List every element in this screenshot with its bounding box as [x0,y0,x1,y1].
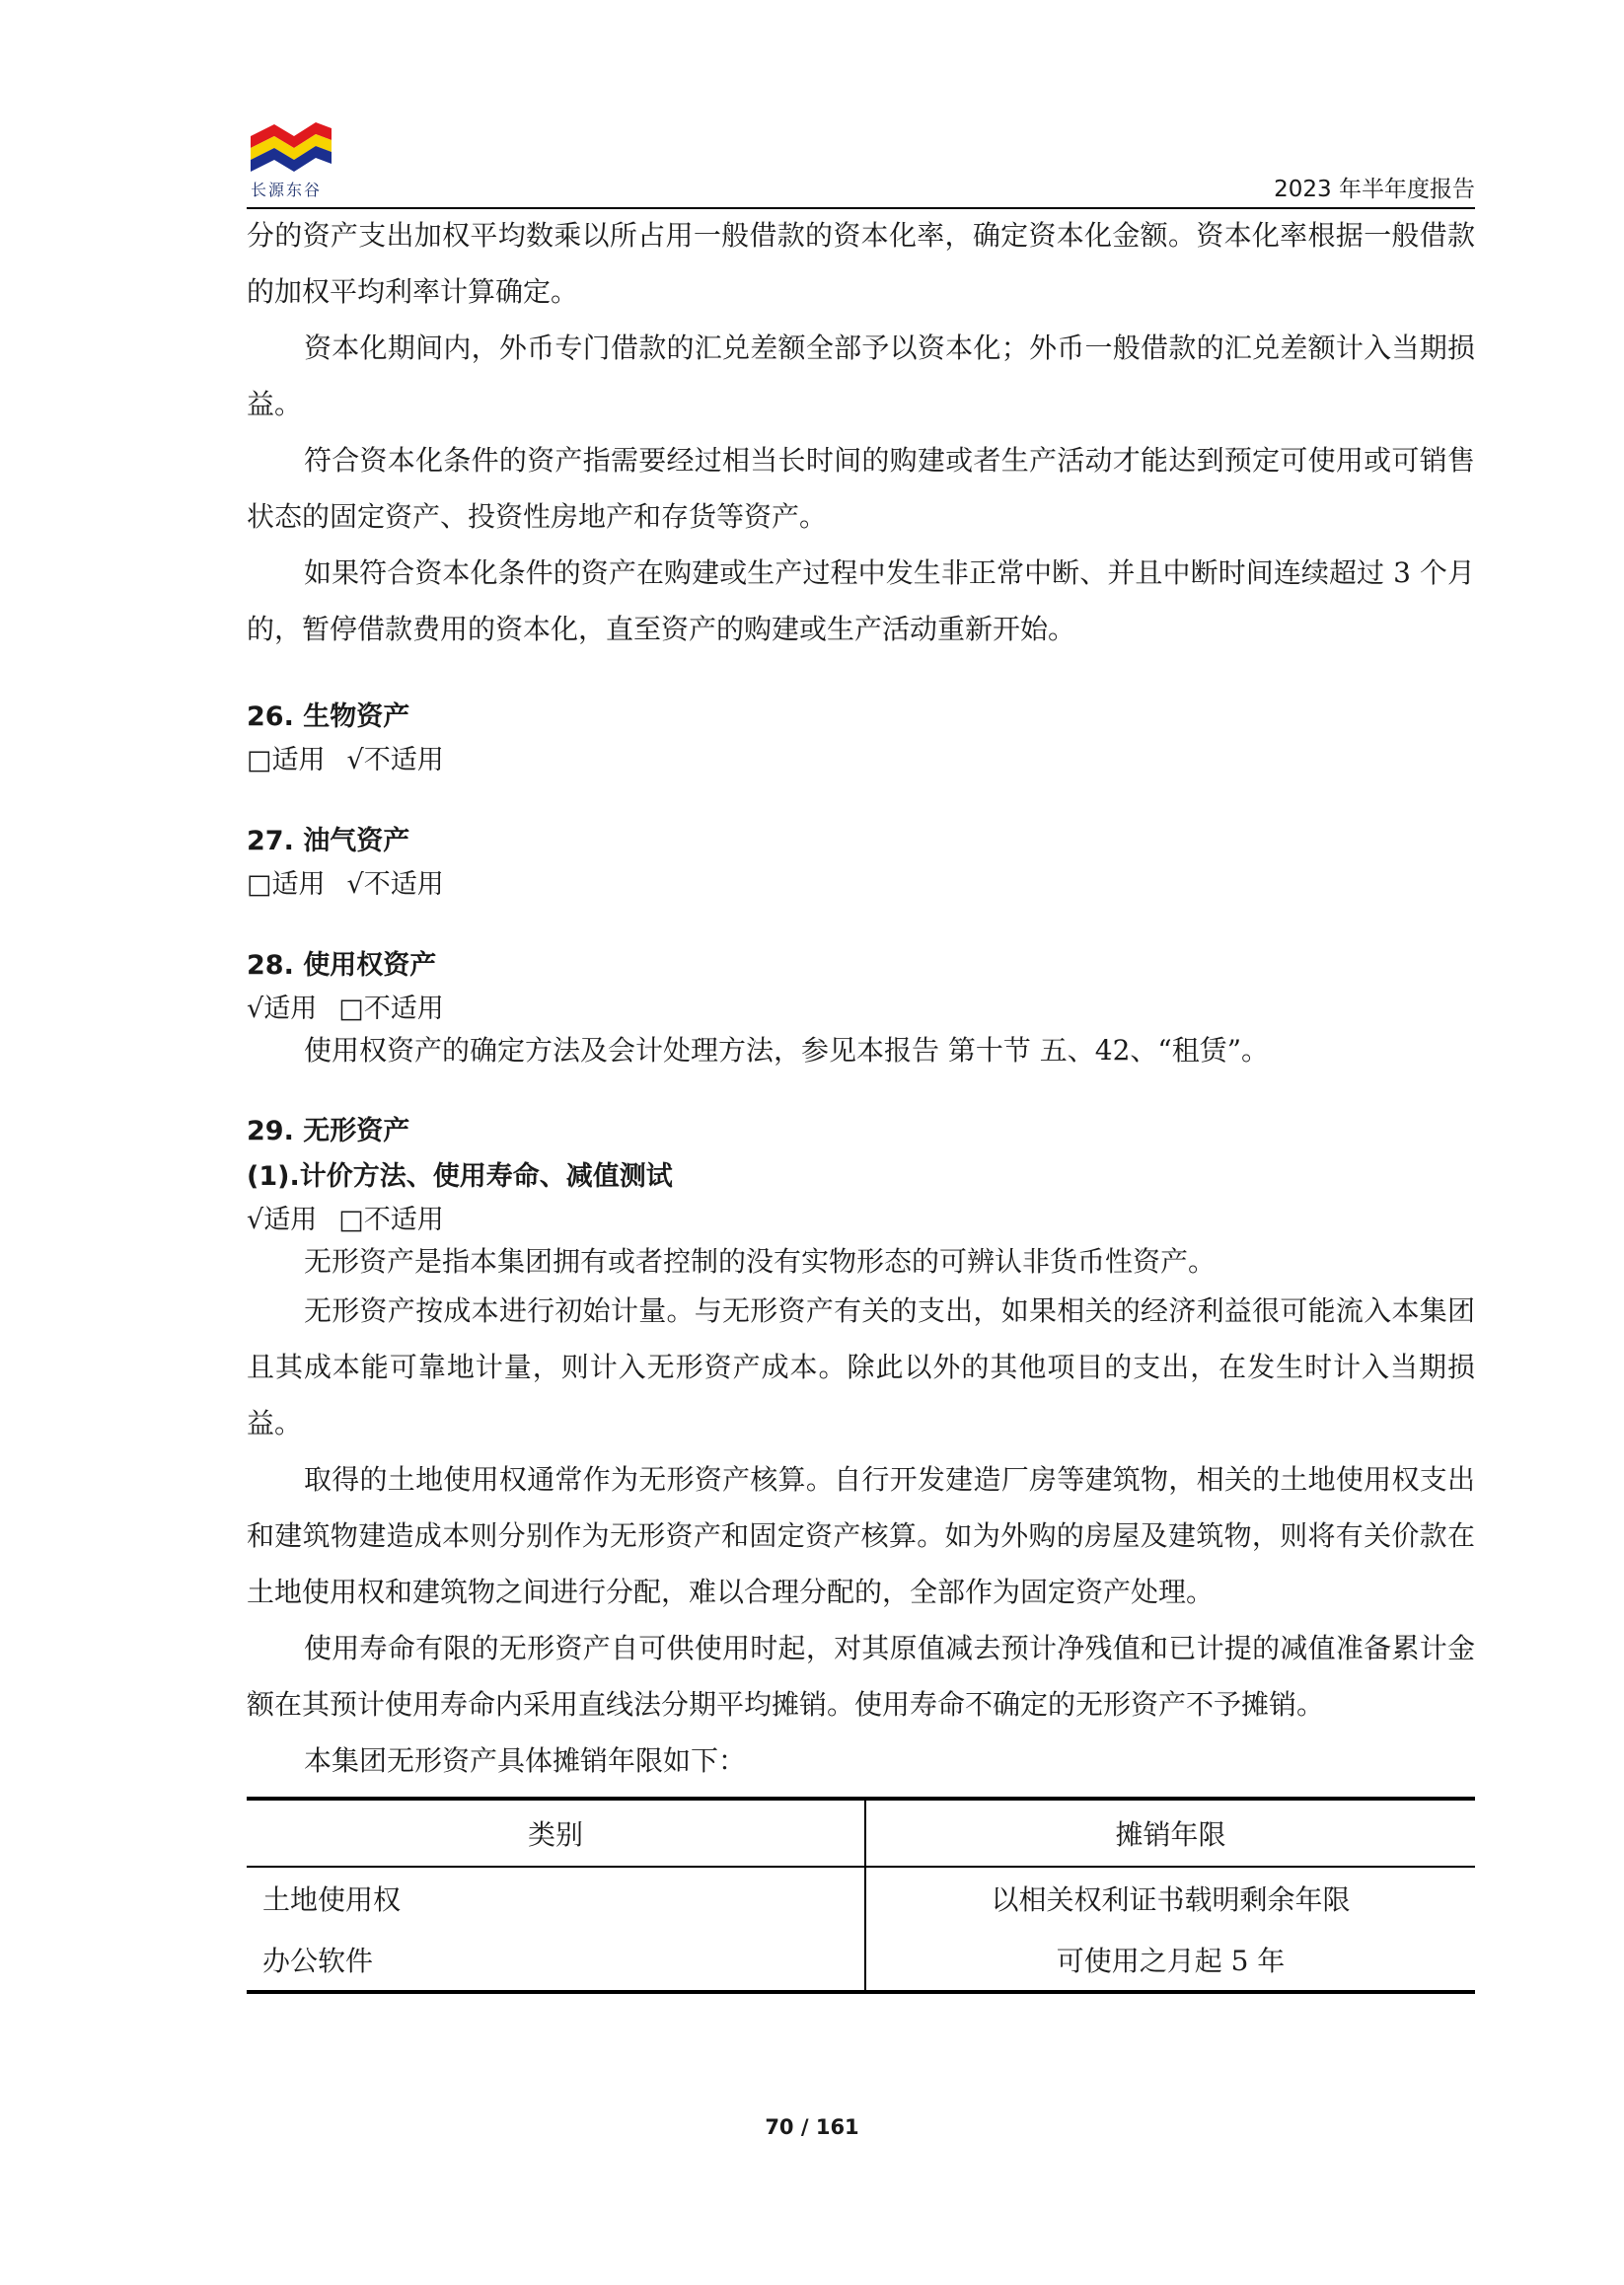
paragraph: 无形资产是指本集团拥有或者控制的没有实物形态的可辨认非货币性资产。 [304,1245,1217,1278]
logo-text: 长源东谷 [251,181,323,199]
applicability-options [247,864,1475,906]
applicability-options [247,989,1475,1030]
paragraph: 资本化期间内，外币专门借款的汇兑差额全部予以资本化；外币一般借款的汇兑差额计入当期损益。 [247,332,1475,420]
report-title: 2023 年半年度报告 [1274,177,1475,202]
company-logo-icon [247,116,335,176]
paragraph: 使用寿命有限的无形资产自可供使用时起，对其原值减去预计净残值和已计提的减值准备累计金额在其预计使用寿命内采用直线法分期平均摊销。使用寿命不确定的无形资产不予摊销。 [247,1632,1475,1721]
option-applicable: √适用 [247,994,318,1024]
paragraph: 如果符合资本化条件的资产在购建或生产过程中发生非正常中断、并且中断时间连续超过 3 个月的，暂停借款费用的资本化，直至资产的购建或生产活动重新开始。 [247,556,1475,645]
column-header: 类别 [247,1799,865,1867]
document-body [247,207,1475,1994]
column-header: 摊销年限 [865,1799,1475,1867]
subsection-heading: (1).计价方法、使用寿命、减值测试 [247,1161,673,1192]
paragraph: 无形资产按成本进行初始计量。与无形资产有关的支出，如果相关的经济利益很可能流入本集团且其成本能可靠地计量，则计入无形资产成本。除此以外的其他项目的支出，在发生时计入当期损益。 [247,1294,1475,1439]
table-row [247,1929,1475,1992]
section-heading-28: 28. 使用权资产 [247,950,437,981]
paragraph: 取得的土地使用权通常作为无形资产核算。自行开发建造厂房等建筑物，相关的土地使用权支出和建筑物建造成本则分别作为无形资产和固定资产核算。如为外购的房屋及建筑物，则将有关价款在土地使用权和建筑物之间进行分配，难以合理分配的，全部作为固定资产处理。 [247,1463,1475,1608]
option-applicable: □适用 [247,745,326,775]
option-not-applicable: √不适用 [346,745,444,775]
table-cell: 办公软件 [247,1929,865,1992]
table-cell: 可使用之月起 5 年 [865,1929,1475,1992]
table-row [247,1867,1475,1929]
paragraph: 分的资产支出加权平均数乘以所占用一般借款的资本化率，确定资本化金额。资本化率根据一般借款的加权平均利率计算确定。 [247,219,1475,308]
section-heading-26: 26. 生物资产 [247,701,410,732]
page-number: 70 / 161 [765,2115,859,2139]
applicability-options [247,1200,1475,1241]
table-header-row [247,1799,1475,1867]
table-cell: 以相关权利证书载明剩余年限 [991,1883,1351,1916]
table-cell: 土地使用权 [247,1867,865,1929]
option-applicable: √适用 [247,1205,318,1235]
option-not-applicable: √不适用 [346,869,444,900]
section-heading-27: 27. 油气资产 [247,826,410,856]
paragraph: 符合资本化条件的资产指需要经过相当长时间的购建或者生产活动才能达到预定可使用或可销售状态的固定资产、投资性房地产和存货等资产。 [247,444,1475,533]
option-applicable: □适用 [247,869,326,900]
applicability-options [247,740,1475,781]
paragraph: 使用权资产的确定方法及会计处理方法，参见本报告 第十节 五、42、“租赁”。 [304,1034,1270,1067]
page-header [247,116,1475,209]
option-not-applicable: □不适用 [338,994,444,1024]
section-heading-29: 29. 无形资产 [247,1116,410,1146]
paragraph: 本集团无形资产具体摊销年限如下： [304,1744,747,1777]
option-not-applicable: □不适用 [338,1205,444,1235]
amortization-table [247,1797,1475,1994]
